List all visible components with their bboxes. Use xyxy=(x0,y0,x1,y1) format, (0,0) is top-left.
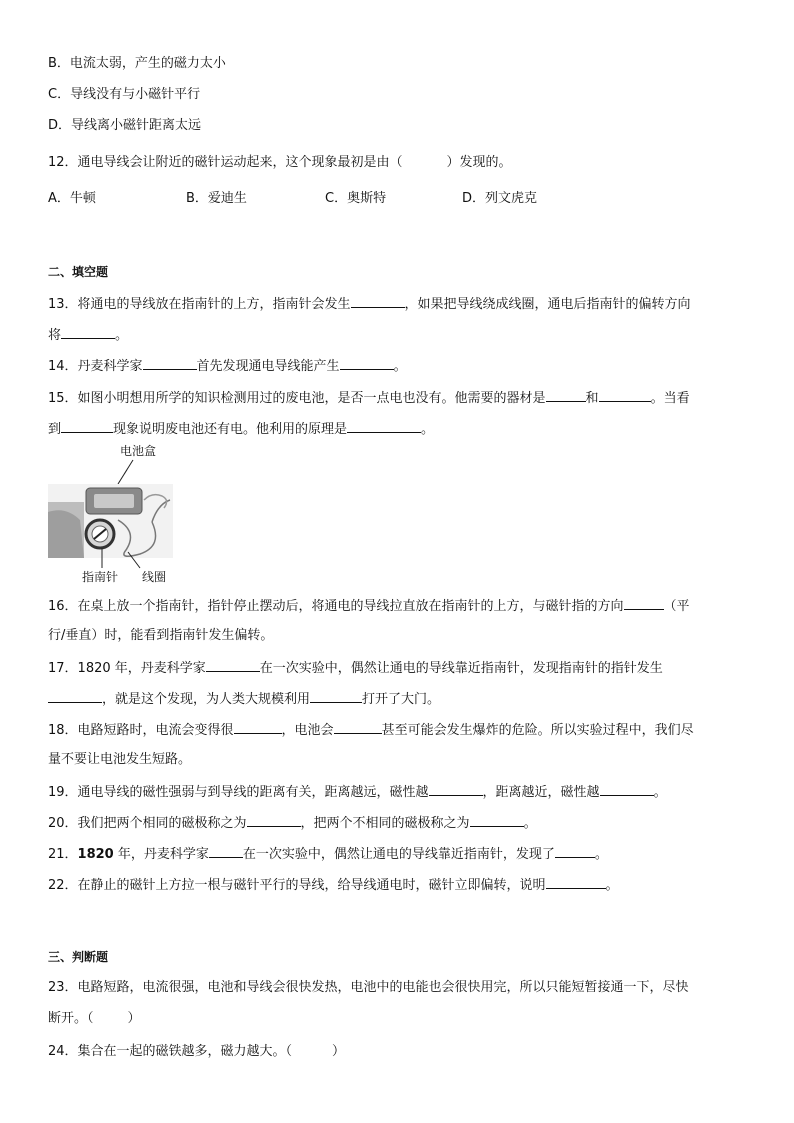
section-2-title: 二、填空题 xyxy=(48,265,109,279)
q13-text: 。 xyxy=(115,328,129,343)
q19-text: ，距离越近，磁性越 xyxy=(482,785,600,800)
q11-option-c: C．导线没有与小磁针平行 xyxy=(48,87,201,102)
q17-text: 打开了大门。 xyxy=(362,692,441,707)
question-15-line-2 xyxy=(48,418,434,440)
q21-text: 21． xyxy=(48,847,78,862)
q18-text: ，电池会 xyxy=(281,723,334,738)
q11-option-b: B．电流太弱，产生的磁力太小 xyxy=(48,56,226,71)
q13-blank-1[interactable] xyxy=(351,293,405,308)
q17-blank-1[interactable] xyxy=(206,657,260,672)
q20-blank-2[interactable] xyxy=(470,812,524,827)
q15-text: 15．如图小明想用所学的知识检测用过的废电池，是否一点电也没有。他需要的器材是 xyxy=(48,391,546,406)
question-23-line-2 xyxy=(48,1009,141,1029)
q12-option-c: C．奥斯特 xyxy=(325,191,387,206)
q19-blank-2[interactable] xyxy=(600,781,654,796)
q22-text: 。 xyxy=(605,878,619,893)
q18-blank-2[interactable] xyxy=(334,719,382,734)
q17-blank-2[interactable] xyxy=(48,688,102,703)
question-13-line-2 xyxy=(48,324,128,346)
question-12-stem-post: ）发现的。 xyxy=(446,155,512,170)
question-23-line-1: 23．电路短路，电流很强，电池和导线会很快发热，电池中的电能也会很快用完，所以只能短暂接通一下，尽快 xyxy=(48,980,689,995)
q21-text: 年，丹麦科学家 xyxy=(113,847,209,862)
q12-option-d: D．列文虎克 xyxy=(462,191,538,206)
question-12 xyxy=(48,153,512,173)
q16-blank-1[interactable] xyxy=(624,595,664,610)
q20-text: ，把两个不相同的磁极称之为 xyxy=(300,816,470,831)
q21-blank-1[interactable] xyxy=(209,843,243,858)
q24-text: ） xyxy=(332,1044,346,1059)
question-17-line-2 xyxy=(48,688,440,710)
q22-text: 22．在静止的磁针上方拉一根与磁针平行的导线，给导线通电时，磁针立即偏转，说明 xyxy=(48,878,546,893)
q20-text: 20．我们把两个相同的磁极称之为 xyxy=(48,816,247,831)
q13-text: 13．将通电的导线放在指南针的上方，指南针会发生 xyxy=(48,297,351,312)
q15-text: 和 xyxy=(585,391,599,406)
q18-text: 甚至可能会发生爆炸的危险。所以实验过程中，我们尽 xyxy=(381,723,694,738)
question-24 xyxy=(48,1042,345,1062)
q20-blank-1[interactable] xyxy=(247,812,301,827)
question-22 xyxy=(48,874,619,896)
q17-text: 在一次实验中，偶然让通电的导线靠近指南针，发现指南针的指针发生 xyxy=(259,661,663,676)
q16-text: 16．在桌上放一个指南针，指针停止摆动后，将通电的导线拉直放在指南针的上方，与磁针指的方向 xyxy=(48,599,624,614)
q23-text: ） xyxy=(127,1011,141,1026)
q15-text: 现象说明废电池还有电。他利用的原理是 xyxy=(113,422,348,437)
q15-blank-2[interactable] xyxy=(599,387,651,402)
question-15-line-1 xyxy=(48,387,690,409)
q14-text: 首先发现通电导线能产生 xyxy=(196,359,340,374)
experiment-photo xyxy=(48,442,183,584)
q17-text: ，就是这个发现，为人类大规模利用 xyxy=(102,692,311,707)
experiment-figure xyxy=(48,442,183,584)
question-16-line-1 xyxy=(48,595,690,617)
q15-text: 。当看 xyxy=(650,391,690,406)
q22-blank-1[interactable] xyxy=(546,874,606,889)
q20-text: 。 xyxy=(523,816,537,831)
q19-blank-1[interactable] xyxy=(429,781,483,796)
question-12-stem-pre: 12．通电导线会让附近的磁针运动起来，这个现象最初是由（ xyxy=(48,155,403,170)
q13-text: ，如果把导线绕成线圈，通电后指南针的偏转方向 xyxy=(404,297,691,312)
question-20 xyxy=(48,812,537,834)
q12-option-a: A．牛顿 xyxy=(48,191,96,206)
q21-text: 。 xyxy=(594,847,608,862)
q18-text: 18．电路短路时，电流会变得很 xyxy=(48,723,234,738)
question-18-line-1 xyxy=(48,719,694,741)
label-battery-box: 电池盒 xyxy=(120,444,157,458)
question-17-line-1 xyxy=(48,657,663,679)
question-14 xyxy=(48,355,407,377)
q21-blank-2[interactable] xyxy=(555,843,595,858)
question-19 xyxy=(48,781,667,803)
q14-text: 。 xyxy=(393,359,407,374)
label-coil: 线圈 xyxy=(142,570,167,584)
q11-option-d: D．导线离小磁针距离太远 xyxy=(48,118,202,133)
q24-text: 24．集合在一起的磁铁越多，磁力越大。（ xyxy=(48,1044,293,1059)
label-compass: 指南针 xyxy=(82,570,119,584)
q17-blank-3[interactable] xyxy=(310,688,362,703)
q23-text: 断开。（ xyxy=(48,1011,94,1026)
q15-blank-1[interactable] xyxy=(546,387,586,402)
q21-text: 在一次实验中，偶然让通电的导线靠近指南针，发现了 xyxy=(242,847,555,862)
q15-text: 到 xyxy=(48,422,62,437)
q13-text: 将 xyxy=(48,328,62,343)
q15-blank-3[interactable] xyxy=(61,418,113,433)
q16-text: （平 xyxy=(663,599,690,614)
q14-blank-2[interactable] xyxy=(340,355,394,370)
q18-blank-1[interactable] xyxy=(234,719,282,734)
question-18-line-2: 量不要让电池发生短路。 xyxy=(48,752,192,767)
question-21 xyxy=(48,843,608,865)
q17-text: 17．1820 年，丹麦科学家 xyxy=(48,661,206,676)
q12-option-b: B．爱迪生 xyxy=(186,191,247,206)
q15-text: 。 xyxy=(421,422,435,437)
q14-blank-1[interactable] xyxy=(143,355,197,370)
q15-blank-4[interactable] xyxy=(347,418,421,433)
section-3-title: 三、判断题 xyxy=(48,950,109,964)
q19-text: 19．通电导线的磁性强弱与到导线的距离有关，距离越远，磁性越 xyxy=(48,785,429,800)
question-16-line-2: 行/垂直）时，能看到指南针发生偏转。 xyxy=(48,628,274,643)
q21-year: 1820 xyxy=(77,847,114,862)
q19-text: 。 xyxy=(653,785,667,800)
q13-blank-2[interactable] xyxy=(61,324,115,339)
question-13-line-1 xyxy=(48,293,691,315)
q14-text: 14．丹麦科学家 xyxy=(48,359,143,374)
